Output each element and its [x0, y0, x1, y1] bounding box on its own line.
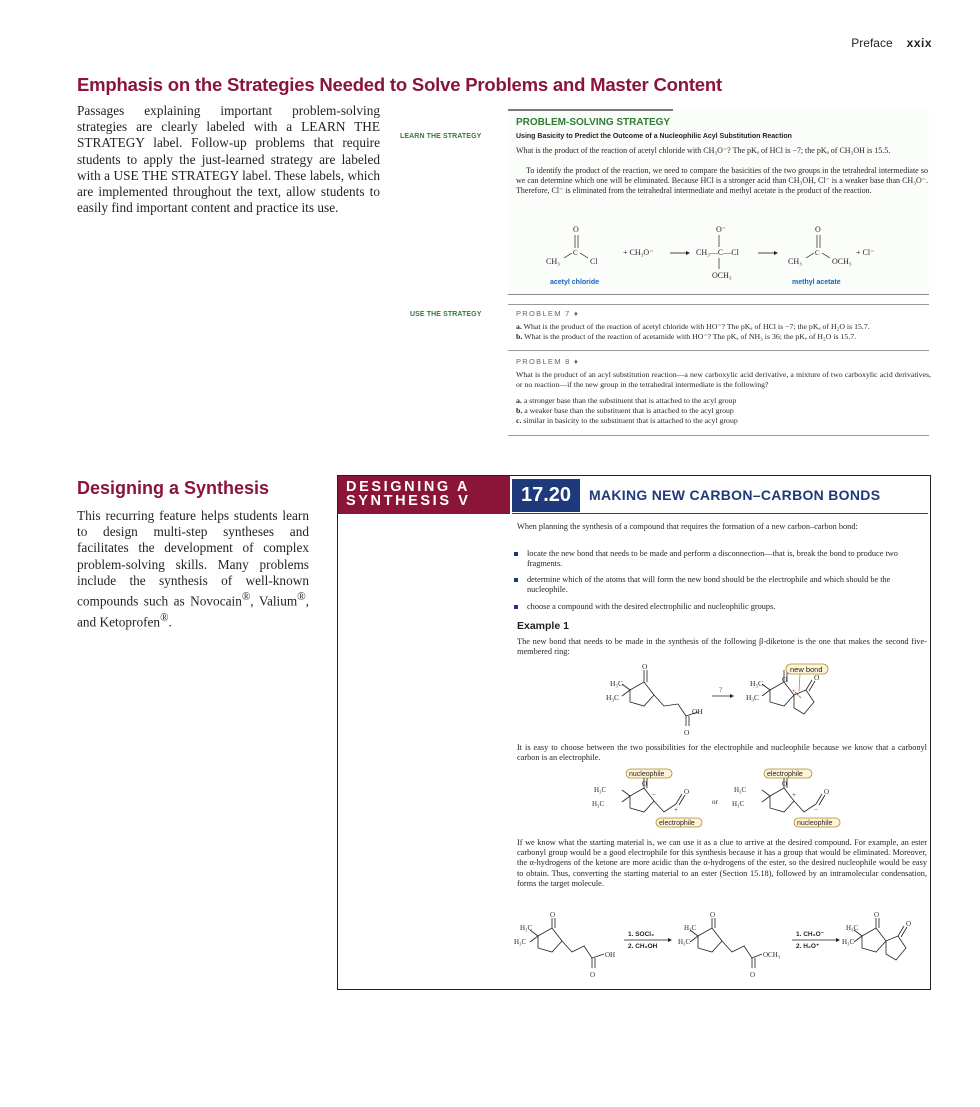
- methyl-acetate-caption: methyl acetate: [792, 279, 841, 286]
- use-strategy-label: USE THE STRATEGY: [410, 311, 482, 318]
- h3c-label: H₃C: [842, 938, 855, 946]
- o-label: O: [782, 780, 788, 788]
- page-number: xxix: [906, 36, 932, 50]
- h3c-label: H₃C: [750, 679, 764, 688]
- synthesis-para-end: .: [168, 614, 172, 630]
- synthesis-para-valium: , Valium: [250, 593, 298, 609]
- h3c-label: H₃C: [678, 938, 691, 946]
- oh-label: OH: [692, 707, 703, 716]
- o-label: O: [710, 912, 716, 919]
- o-label: O: [906, 920, 912, 928]
- h3c-label: H₃C: [610, 679, 624, 688]
- section-title-synthesis: Designing a Synthesis: [77, 478, 270, 498]
- acetyl-chloride-ch3: CH₃: [546, 257, 560, 266]
- design-bullet-1: [527, 549, 910, 569]
- section-number: 17.20: [520, 484, 572, 506]
- example-heading: Example 1: [517, 620, 569, 632]
- learn-strategy-label: LEARN THE STRATEGY: [400, 133, 482, 140]
- problem-7-head: PROBLEM 7 ♦: [516, 309, 580, 318]
- question-mark: ?: [719, 685, 723, 694]
- strategy-conclusion-text: If we know what the starting material is, we can use it as a clue to arrive at the desired compound. For example, an ester carbonyl group would be a good electrophile for this synthesis because it has a group that would be eliminated. Moreover, the α-hydrogens of the ketone are more acidic than the α-hydrogens of the ester, so the desired nucleophile would be easy to obtain. Thus, converting the starting material to an ester (Section 15.18), followed by an intramolecular condensation, forms the target molecule.: [517, 838, 927, 888]
- reagent-step-2a: 1. CH₃O⁻: [796, 931, 825, 938]
- reg-mark: ®: [160, 611, 169, 624]
- reg-mark: ®: [297, 591, 306, 604]
- problem-7a: [516, 322, 931, 332]
- minus-sign: −: [652, 791, 656, 799]
- h3c-label: H₃C: [746, 693, 760, 702]
- o-label: O: [814, 673, 820, 682]
- o-label: O: [750, 971, 756, 979]
- bullet-marker: [514, 605, 518, 609]
- acetyl-chloride-o: O: [573, 225, 579, 234]
- problem-8a-label: a.: [516, 396, 522, 405]
- methyl-acetate-ch3: CH₃: [788, 257, 802, 266]
- problem-8-box: [508, 350, 929, 436]
- plus-chloride: + Cl⁻: [856, 248, 875, 257]
- h3c-label: H₃C: [734, 786, 747, 794]
- plus-methoxide: + CH₃O⁻: [623, 248, 654, 257]
- problem-8-stem: What is the product of an acyl substitution reaction—a new carboxylic acid derivative, a mixture of two carboxylic acid derivatives, or no reaction—if the new group in the tetrahedral intermediate is the following?: [516, 370, 931, 389]
- h3c-label: H₃C: [520, 924, 533, 932]
- methyl-acetate-och3: OCH₃: [832, 257, 852, 266]
- strategy-top-rule: [508, 109, 673, 111]
- acyl-substitution-reaction-scheme: [518, 222, 928, 288]
- o-label: O: [684, 728, 690, 737]
- synthesis-para-text: This recurring feature helps students learn to design multi-step syntheses and facilitates the development of complex problem-solving skills. Many problems include the synthesis of well-known compounds such as Novocain: [77, 508, 309, 609]
- electrophile-label: electrophile: [659, 820, 695, 827]
- tetrahedral-och3: OCH₃: [712, 271, 732, 280]
- new-bond-label: new bond: [790, 665, 823, 674]
- o-label: O: [642, 780, 648, 788]
- o-label: O: [782, 675, 788, 684]
- problem-8c: [516, 416, 931, 426]
- problem-8c-label: c.: [516, 416, 522, 425]
- reagent-step-1b: 2. CH₃OH: [628, 943, 658, 950]
- h3c-label: H₃C: [592, 800, 605, 808]
- o-label: O: [874, 912, 880, 919]
- o-label: O: [642, 662, 648, 671]
- design-bullet-3-text: choose a compound with the desired electrophilic and nucleophilic groups.: [527, 602, 776, 611]
- methyl-acetate-c: C: [815, 249, 820, 257]
- design-bullet-3: [527, 602, 910, 612]
- problem-7b-text: What is the product of the reaction of acetamide with HO⁻? The pKₐ of NH₃ is 36; the pKₐ of H₂O is 15.7.: [524, 332, 857, 341]
- design-intro: When planning the synthesis of a compound that requires the formation of a new carbon–carbon bond:: [517, 522, 858, 531]
- nucleophile-label: nucleophile: [629, 771, 665, 778]
- reg-mark: ®: [241, 591, 251, 604]
- strategy-subtitle: Using Basicity to Predict the Outcome of a Nucleophilic Acyl Substitution Reaction: [516, 133, 792, 140]
- design-bullet-2-text: determine which of the atoms that will form the new bond should be the electrophile and which should be the nucleophile.: [527, 575, 891, 595]
- problem-7a-label: a.: [516, 322, 522, 331]
- strategy-title: PROBLEM-SOLVING STRATEGY: [516, 117, 671, 128]
- strategy-explanation: To identify the product of the reaction, we need to compare the basicities of the two groups in the tetrahedral intermediate so we can determine which one will be eliminated. Because HCl is a stronger acid than CH₃OH, Cl⁻ is a weaker base than CH₃O⁻. Therefore, Cl⁻ is eliminated from the tetrahedral intermediate and methyl acetate is the product of the reaction.: [516, 166, 928, 195]
- tetrahedral-core: CH₃—C—Cl: [696, 248, 739, 257]
- problem-7b: [516, 332, 931, 342]
- problem-8a: [516, 396, 931, 406]
- nucleophile-electrophile-diagram: [590, 768, 850, 832]
- plus-sign: +: [674, 806, 678, 814]
- section-heading: MAKING NEW CARBON–CARBON BONDS: [589, 487, 881, 503]
- problem-8a-text: a stronger base than the substituent that is attached to the acyl group: [523, 396, 737, 405]
- design-bullet-2: [527, 575, 910, 595]
- section-title-strategies: Emphasis on the Strategies Needed to Solve Problems and Master Content: [77, 74, 722, 95]
- problem-7a-text: What is the product of the reaction of acetyl chloride with HO⁻? The pKₐ of HCl is −7; the pKₐ of H₂O is 15.7.: [523, 322, 870, 331]
- oh-label: OH: [605, 951, 616, 959]
- bullet-marker: [514, 552, 518, 556]
- h3c-label: H₃C: [846, 924, 859, 932]
- och3-label: OCH₃: [763, 951, 781, 959]
- section-heading-rule: [512, 513, 928, 514]
- o-label: O: [590, 971, 596, 979]
- electrophile-label: electrophile: [767, 771, 803, 778]
- h3c-label: H₃C: [594, 786, 607, 794]
- strategy-question: What is the product of the reaction of acetyl chloride with CH₃O⁻? The pKₐ of HCl is −7; the pKₐ of CH₃OH is 15.5.: [516, 146, 891, 155]
- section-paragraph-strategies: Passages explaining important problem-solving strategies are clearly labeled with a LEARN THE STRATEGY label. Follow-up problems that require students to apply the just-learned strategy are labeled with a USE THE STRATEGY label. These labels, which are implemented throughout the text, allow students to easily find important content and practice its use.: [77, 103, 380, 216]
- bullet-marker: [514, 578, 518, 582]
- reagent-step-1a: 1. SOCl₂: [628, 931, 655, 938]
- problem-8c-text: similar in basicity to the substituent that is attached to the acyl group: [523, 416, 738, 425]
- minus-sign: −: [814, 806, 818, 814]
- nucleophile-label: nucleophile: [797, 820, 833, 827]
- o-label: O: [824, 788, 830, 796]
- problem-8b: [516, 406, 931, 416]
- design-bullet-1-text: locate the new bond that needs to be made and perform a disconnection—that is, break the bond to produce two fragments.: [527, 549, 898, 569]
- problem-8b-text: a weaker base than the substituent that is attached to the acyl group: [524, 406, 734, 415]
- acetyl-chloride-cl: Cl: [590, 257, 598, 266]
- h3c-label: H₃C: [684, 924, 697, 932]
- tetrahedral-o-minus: O⁻: [716, 225, 726, 234]
- o-label: O: [550, 912, 556, 919]
- synthesis-para-ketoprofen: , and Ketoprofen: [77, 593, 309, 630]
- o-label: O: [684, 788, 690, 796]
- problem-8-head: PROBLEM 8 ♦: [516, 357, 580, 366]
- methyl-acetate-o: O: [815, 225, 821, 234]
- acetyl-chloride-caption: acetyl chloride: [550, 279, 600, 286]
- or-label: or: [712, 798, 718, 806]
- reagent-step-2b: 2. H₃O⁺: [796, 943, 820, 950]
- synthesis-route-diagram: [508, 912, 926, 982]
- electrophile-text: It is easy to choose between the two possibilities for the electrophile and nucleophile because we know that a carbonyl carbon is an electrophile.: [517, 743, 927, 763]
- disconnection-diagram: [600, 662, 860, 738]
- problem-7b-label: b.: [516, 332, 523, 341]
- h3c-label: H₃C: [732, 800, 745, 808]
- h3c-label: H₃C: [514, 938, 527, 946]
- example-text: The new bond that needs to be made in the synthesis of the following β-diketone is the one that makes the second five-membered ring:: [517, 637, 927, 657]
- problem-7-box: [508, 304, 929, 347]
- plus-sign: +: [792, 791, 796, 799]
- acetyl-chloride-c: C: [573, 249, 578, 257]
- running-head: [760, 36, 932, 50]
- section-paragraph-synthesis: [77, 508, 309, 630]
- running-head-section: Preface: [851, 36, 893, 50]
- h3c-label: H₃C: [606, 693, 620, 702]
- problem-8b-label: b.: [516, 406, 523, 415]
- designing-synthesis-label: DESIGNING A SYNTHESIS V: [346, 479, 471, 509]
